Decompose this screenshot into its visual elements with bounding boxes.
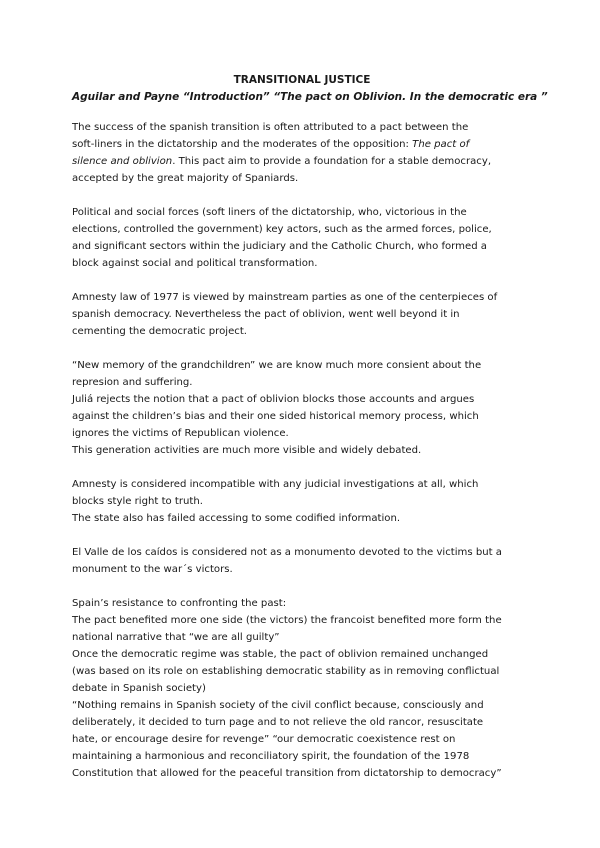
paragraph-transition-pact bbox=[72, 119, 532, 187]
text-line: Spain’s resistance to confronting the past: bbox=[72, 598, 287, 609]
text-line: Once the democratic regime was stable, the pact of oblivion remained unchanged bbox=[72, 649, 489, 660]
text-line: (was based on its role on establishing democratic stability as in removing conflictual bbox=[72, 666, 500, 677]
text-line: represion and suffering. bbox=[72, 377, 193, 388]
text-line: The success of the spanish transition is often attributed to a pact between the bbox=[72, 122, 469, 133]
text-line: The state also has failed accessing to some codified information. bbox=[72, 513, 401, 524]
text-line: block against social and political transformation. bbox=[72, 258, 318, 269]
text-line bbox=[72, 153, 532, 170]
text-line: This generation activities are much more visible and widely debated. bbox=[72, 445, 422, 456]
text-line: El Valle de los caídos is considered not as a monumento devoted to the victims but a bbox=[72, 547, 502, 558]
text-line: spanish democracy. Nevertheless the pact of oblivion, went well beyond it in bbox=[72, 309, 460, 320]
document-title: TRANSITIONAL JUSTICE bbox=[233, 74, 371, 86]
paragraph-resistance bbox=[72, 595, 532, 782]
paragraph-amnesty-incompatible bbox=[72, 476, 532, 527]
text-line: Amnesty law of 1977 is viewed by mainstream parties as one of the centerpieces of bbox=[72, 292, 498, 303]
emphasis-text: silence and oblivion bbox=[72, 156, 173, 167]
text-line: accepted by the great majority of Spaniards. bbox=[72, 173, 299, 184]
text-line: Juliá rejects the notion that a pact of oblivion blocks those accounts and argues bbox=[72, 394, 475, 405]
text-line: debate in Spanish society) bbox=[72, 683, 206, 694]
text-line: “New memory of the grandchildren” we are know much more consient about the bbox=[72, 360, 482, 371]
text-line bbox=[72, 136, 532, 153]
document-page bbox=[72, 72, 548, 782]
text-line: maintaining a harmonious and reconciliatory spirit, the foundation of the 1978 bbox=[72, 751, 470, 762]
text-line: cementing the democratic project. bbox=[72, 326, 248, 337]
text-line: blocks style right to truth. bbox=[72, 496, 203, 507]
text-line: The pact benefited more one side (the victors) the francoist benefited more form the bbox=[72, 615, 502, 626]
paragraph-valle-caidos bbox=[72, 544, 532, 578]
text-line: against the children’s bias and their one sided historical memory process, which bbox=[72, 411, 479, 422]
text-line: elections, controlled the government) key actors, such as the armed forces, police, bbox=[72, 224, 492, 235]
text-line: hate, or encourage desire for revenge” “our democratic coexistence rest on bbox=[72, 734, 456, 745]
paragraph-political-forces bbox=[72, 204, 532, 272]
text-line: Political and social forces (soft liners of the dictatorship, who, victorious in the bbox=[72, 207, 467, 218]
document-subtitle: Aguilar and Payne “Introduction” “The pact on Oblivion. In the democratic era ” bbox=[72, 91, 548, 103]
text-line: monument to the war´s victors. bbox=[72, 564, 233, 575]
text-line: Constitution that allowed for the peaceful transition from dictatorship to democracy” bbox=[72, 768, 502, 779]
text-line: deliberately, it decided to turn page and to not relieve the old rancor, resuscitate bbox=[72, 717, 484, 728]
text-line: ignores the victims of Republican violence. bbox=[72, 428, 289, 439]
text-line: Amnesty is considered incompatible with any judicial investigations at all, which bbox=[72, 479, 479, 490]
text-line: national narrative that “we are all guilty” bbox=[72, 632, 280, 643]
text-line: “Nothing remains in Spanish society of the civil conflict because, consciously and bbox=[72, 700, 484, 711]
text-run: . This pact aim to provide a foundation for a stable democracy, bbox=[172, 156, 492, 167]
paragraph-new-memory bbox=[72, 357, 532, 459]
paragraph-amnesty-law bbox=[72, 289, 532, 340]
text-run: soft-liners in the dictatorship and the moderates of the opposition: bbox=[72, 139, 413, 150]
text-line: and significant sectors within the judiciary and the Catholic Church, who formed a bbox=[72, 241, 487, 252]
emphasis-text: The pact of bbox=[412, 139, 470, 150]
